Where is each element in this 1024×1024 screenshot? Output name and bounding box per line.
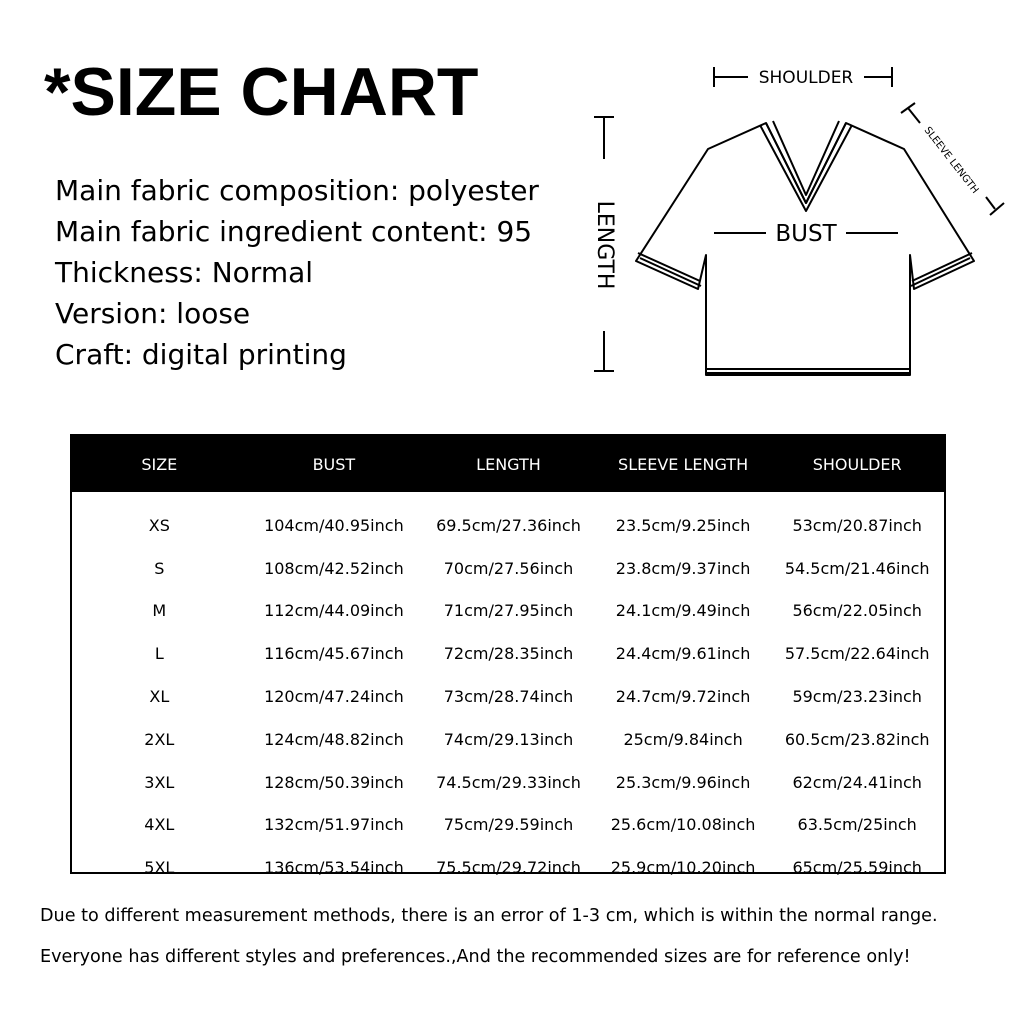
- spec-thickness: Thickness: Normal: [55, 256, 314, 289]
- cell-length: 74cm/29.13inch: [443, 729, 574, 749]
- cell-size: 4XL: [144, 815, 175, 835]
- table-row: [72, 547, 944, 590]
- cell-length: 70cm/27.56inch: [443, 558, 574, 578]
- spec-craft: Craft: digital printing: [55, 338, 347, 371]
- cell-bust: 128cm/50.39inch: [264, 772, 404, 792]
- cell-sleeve-length: 23.5cm/9.25inch: [615, 515, 751, 535]
- cell-shoulder: 53cm/20.87inch: [792, 515, 922, 535]
- cell-bust: 112cm/44.09inch: [264, 601, 404, 621]
- table-row: [72, 761, 944, 804]
- cell-shoulder: 63.5cm/25inch: [797, 815, 917, 835]
- table-row: [72, 846, 944, 889]
- cell-shoulder: 65cm/25.59inch: [792, 858, 922, 878]
- table-row: [72, 675, 944, 718]
- cell-length: 74.5cm/29.33inch: [436, 772, 581, 792]
- header-size: SIZE: [141, 454, 178, 474]
- table-row: [72, 804, 944, 847]
- sleeve-length-label: SLEEVE LENGTH: [921, 125, 981, 196]
- table-header: [72, 436, 944, 492]
- tshirt-measurement-diagram: [590, 55, 1020, 385]
- cell-bust: 136cm/53.54inch: [264, 858, 404, 878]
- header-shoulder: SHOULDER: [812, 454, 902, 474]
- cell-size: 5XL: [144, 858, 175, 878]
- cell-size: L: [154, 644, 164, 664]
- cell-sleeve-length: 25.9cm/10.20inch: [610, 858, 756, 878]
- cell-shoulder: 56cm/22.05inch: [792, 601, 922, 621]
- header-sleeve-length: SLEEVE LENGTH: [618, 454, 749, 474]
- table-row: [72, 718, 944, 761]
- cell-shoulder: 59cm/23.23inch: [792, 687, 922, 707]
- cell-bust: 116cm/45.67inch: [264, 644, 404, 664]
- fabric-specs: [55, 170, 539, 375]
- cell-bust: 124cm/48.82inch: [264, 729, 404, 749]
- cell-size: 2XL: [144, 729, 175, 749]
- cell-bust: 104cm/40.95inch: [264, 515, 404, 535]
- cell-sleeve-length: 24.1cm/9.49inch: [615, 601, 751, 621]
- cell-size: S: [154, 558, 165, 578]
- size-table: [70, 434, 946, 878]
- cell-size: XS: [148, 515, 170, 535]
- cell-shoulder: 60.5cm/23.82inch: [784, 729, 930, 749]
- length-label: LENGTH: [592, 200, 617, 290]
- shoulder-label: SHOULDER: [758, 68, 854, 88]
- cell-length: 75cm/29.59inch: [443, 815, 574, 835]
- cell-length: 75.5cm/29.72inch: [436, 858, 581, 878]
- cell-size: M: [152, 601, 167, 621]
- cell-bust: 132cm/51.97inch: [264, 815, 404, 835]
- header-length: LENGTH: [476, 454, 541, 474]
- bust-label: BUST: [775, 221, 837, 247]
- disclaimer-notes: [40, 896, 938, 978]
- header-bust: BUST: [312, 454, 356, 474]
- table-row: [72, 590, 944, 633]
- cell-bust: 120cm/47.24inch: [264, 687, 404, 707]
- cell-sleeve-length: 23.8cm/9.37inch: [615, 558, 751, 578]
- cell-sleeve-length: 25cm/9.84inch: [623, 729, 743, 749]
- spec-composition: Main fabric composition: polyester: [55, 174, 539, 207]
- cell-length: 73cm/28.74inch: [443, 687, 574, 707]
- table-body: [72, 492, 944, 889]
- cell-length: 72cm/28.35inch: [443, 644, 574, 664]
- cell-sleeve-length: 24.7cm/9.72inch: [615, 687, 751, 707]
- cell-sleeve-length: 25.6cm/10.08inch: [610, 815, 756, 835]
- spec-content: Main fabric ingredient content: 95: [55, 215, 533, 248]
- cell-size: XL: [149, 687, 170, 707]
- cell-sleeve-length: 25.3cm/9.96inch: [615, 772, 751, 792]
- cell-bust: 108cm/42.52inch: [264, 558, 404, 578]
- page-title: *SIZE CHART: [44, 54, 479, 130]
- cell-shoulder: 54.5cm/21.46inch: [784, 558, 930, 578]
- table-row: [72, 504, 944, 547]
- cell-length: 71cm/27.95inch: [443, 601, 574, 621]
- spec-version: Version: loose: [55, 297, 251, 330]
- cell-size: 3XL: [144, 772, 175, 792]
- cell-sleeve-length: 24.4cm/9.61inch: [615, 644, 751, 664]
- tshirt-outline-icon: [590, 55, 1020, 385]
- cell-shoulder: 62cm/24.41inch: [792, 772, 922, 792]
- cell-shoulder: 57.5cm/22.64inch: [784, 644, 930, 664]
- cell-length: 69.5cm/27.36inch: [436, 515, 581, 535]
- table-row: [72, 632, 944, 675]
- measurement-error-note: Due to different measurement methods, there is an error of 1-3 cm, which is within the normal range.: [40, 906, 938, 926]
- reference-note: Everyone has different styles and preferences.,And the recommended sizes are for reference only!: [40, 947, 911, 967]
